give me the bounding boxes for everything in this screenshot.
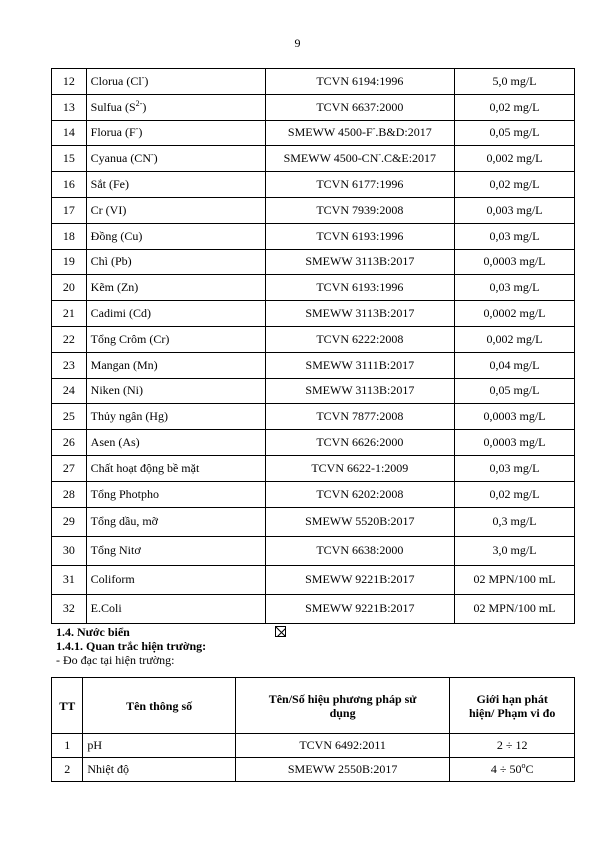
table-row <box>52 146 575 172</box>
header-limit: Giới hạn phát hiện/ Phạm vi đo <box>450 678 575 734</box>
cell-text: SMEWW 3113B:2017 <box>305 383 415 398</box>
detection-limit: 3,0 mg/L <box>454 536 574 565</box>
table-row <box>52 455 575 481</box>
parameter-name <box>86 301 265 327</box>
seawater-field-table <box>51 677 575 782</box>
row-number: 1 <box>52 734 83 758</box>
method-code: SMEWW 2550B:2017 <box>235 758 450 782</box>
cell-text: TCVN 6638:2000 <box>316 543 404 558</box>
row-number: 24 <box>52 378 87 404</box>
parameter-name <box>86 352 265 378</box>
parameter-name <box>86 326 265 352</box>
parameter-name <box>86 94 265 120</box>
table-row <box>52 352 575 378</box>
row-number: 30 <box>52 536 87 565</box>
parameter-name <box>86 275 265 301</box>
detection-limit: 0,002 mg/L <box>454 326 574 352</box>
cell-text: TCVN 6194:1996 <box>316 73 404 88</box>
superscript: - <box>135 124 139 134</box>
parameter-name <box>86 378 265 404</box>
parameter-name <box>86 249 265 275</box>
cell-text: SMEWW 9221B:2017 <box>305 572 415 587</box>
cell-text: ) <box>142 99 147 114</box>
row-number: 16 <box>52 172 87 198</box>
method-code <box>265 197 454 223</box>
table-row <box>52 734 575 758</box>
cell-text: ) <box>153 151 158 166</box>
detection-limit: 02 MPN/100 mL <box>454 565 574 594</box>
cell-text: Cyanua (CN <box>90 151 151 166</box>
cell-text: SMEWW 9221B:2017 <box>305 601 415 616</box>
cell-text: 4 ÷ 50 <box>490 762 522 776</box>
row-number: 17 <box>52 197 87 223</box>
row-number: 12 <box>52 69 87 95</box>
cell-text: Cr (VI) <box>90 202 127 217</box>
detection-limit: 0,003 mg/L <box>454 197 574 223</box>
parameter-name <box>86 565 265 594</box>
table-row <box>52 172 575 198</box>
parameter-name <box>86 594 265 623</box>
cell-text: E.Coli <box>90 601 122 616</box>
method-code <box>265 275 454 301</box>
superscript: - <box>141 72 145 82</box>
row-number: 13 <box>52 94 87 120</box>
superscript: - <box>378 150 382 160</box>
table-row <box>52 536 575 565</box>
cell-text: TCVN 6222:2008 <box>316 331 404 346</box>
method-code <box>265 172 454 198</box>
method-code <box>265 481 454 507</box>
method-code <box>265 404 454 430</box>
parameter-name <box>86 120 265 146</box>
detection-limit: 0,0002 mg/L <box>454 301 574 327</box>
row-number: 27 <box>52 455 87 481</box>
cell-text: TCVN 6622-1:2009 <box>311 460 409 475</box>
cell-text: Đồng (Cu) <box>90 228 143 243</box>
table-row <box>52 481 575 507</box>
table-row <box>52 120 575 146</box>
table-row <box>52 69 575 95</box>
method-code <box>265 69 454 95</box>
measurement-range <box>450 734 575 758</box>
table-row <box>52 758 575 782</box>
detection-limit: 0,05 mg/L <box>454 378 574 404</box>
table-row <box>52 404 575 430</box>
method-code <box>265 594 454 623</box>
detection-limit: 0,03 mg/L <box>454 455 574 481</box>
cell-text: Niken (Ni) <box>90 383 143 398</box>
table-row <box>52 94 575 120</box>
cell-text: Coliform <box>90 572 135 587</box>
parameter-name <box>86 536 265 565</box>
method-code <box>265 536 454 565</box>
detection-limit: 0,0003 mg/L <box>454 404 574 430</box>
cell-text: Mangan (Mn) <box>90 357 158 372</box>
superscript: o <box>521 761 526 770</box>
cell-text: Florua (F <box>90 125 136 140</box>
row-number: 15 <box>52 146 87 172</box>
cell-text: .B&D:2017 <box>375 125 432 140</box>
parameter-name: Nhiệt độ <box>83 758 235 782</box>
cell-text: Tổng Photpho <box>90 486 159 501</box>
cell-text: TCVN 7939:2008 <box>316 202 404 217</box>
method-code <box>265 565 454 594</box>
table-row <box>52 430 575 456</box>
table-row <box>52 378 575 404</box>
parameter-name <box>86 481 265 507</box>
parameter-name <box>86 455 265 481</box>
method-code <box>265 223 454 249</box>
method-code <box>265 146 454 172</box>
method-code: TCVN 6492:2011 <box>235 734 450 758</box>
parameter-name <box>86 404 265 430</box>
method-code <box>265 326 454 352</box>
parameter-name <box>86 69 265 95</box>
parameter-name <box>86 507 265 536</box>
row-number: 2 <box>52 758 83 782</box>
row-number: 29 <box>52 507 87 536</box>
detection-limit: 0,05 mg/L <box>454 120 574 146</box>
detection-limit: 0,02 mg/L <box>454 172 574 198</box>
method-code <box>265 507 454 536</box>
detection-limit: 0,3 mg/L <box>454 507 574 536</box>
parameter-name <box>86 430 265 456</box>
row-number: 28 <box>52 481 87 507</box>
section-note: - Đo đạc tại hiện trường: <box>56 653 175 667</box>
page-number: 9 <box>294 36 301 50</box>
row-number: 19 <box>52 249 87 275</box>
cell-text: TCVN 6177:1996 <box>316 177 404 192</box>
detection-limit: 5,0 mg/L <box>454 69 574 95</box>
superscript: - <box>372 124 376 134</box>
cell-text: Chì (Pb) <box>90 254 132 269</box>
cell-text: SMEWW 5520B:2017 <box>305 514 415 529</box>
cell-text: ) <box>138 125 143 140</box>
row-number: 32 <box>52 594 87 623</box>
cell-text: TCVN 7877:2008 <box>316 409 404 424</box>
method-code <box>265 94 454 120</box>
row-number: 23 <box>52 352 87 378</box>
cell-text: Sắt (Fe) <box>90 177 129 192</box>
row-number: 18 <box>52 223 87 249</box>
cell-text: Tổng Nitơ <box>90 543 141 558</box>
row-number: 21 <box>52 301 87 327</box>
cell-text: Cadimi (Cd) <box>90 306 151 321</box>
row-number: 26 <box>52 430 87 456</box>
table-row <box>52 507 575 536</box>
detection-limit: 0,03 mg/L <box>454 223 574 249</box>
method-code <box>265 430 454 456</box>
method-code <box>265 455 454 481</box>
method-code <box>265 120 454 146</box>
checked-checkbox-icon[interactable] <box>275 626 286 637</box>
cell-text: SMEWW 3113B:2017 <box>305 254 415 269</box>
cell-text: Asen (As) <box>90 435 140 450</box>
detection-limit: 0,02 mg/L <box>454 94 574 120</box>
table-row <box>52 301 575 327</box>
measurement-range <box>450 758 575 782</box>
header-parameter-name: Tên thông số <box>83 678 235 734</box>
table-row <box>52 249 575 275</box>
cell-text: Thủy ngân (Hg) <box>90 409 168 424</box>
table-row <box>52 326 575 352</box>
cell-text: TCVN 6202:2008 <box>316 486 404 501</box>
cell-text: Sulfua (S <box>90 99 136 114</box>
row-number: 20 <box>52 275 87 301</box>
cell-text: TCVN 6626:2000 <box>316 435 404 450</box>
table-header-row <box>52 678 575 734</box>
cell-text: TCVN 6637:2000 <box>316 99 404 114</box>
cell-text: 2 ÷ 12 <box>496 738 528 752</box>
method-code <box>265 301 454 327</box>
detection-limit: 0,03 mg/L <box>454 275 574 301</box>
parameter-name: pH <box>83 734 235 758</box>
detection-limit: 0,02 mg/L <box>454 481 574 507</box>
cell-text: TCVN 6193:1996 <box>316 228 404 243</box>
row-number: 22 <box>52 326 87 352</box>
cell-text: TCVN 6193:1996 <box>316 280 404 295</box>
cell-text: ) <box>144 73 149 88</box>
row-number: 14 <box>52 120 87 146</box>
parameter-name <box>86 223 265 249</box>
superscript: 2- <box>135 98 143 108</box>
row-number: 25 <box>52 404 87 430</box>
detection-limit: 0,0003 mg/L <box>454 249 574 275</box>
section-subheading: 1.4.1. Quan trắc hiện trường: <box>56 639 207 653</box>
cell-text: Tổng dầu, mỡ <box>90 514 158 529</box>
section-heading: 1.4. Nước biển <box>56 625 130 639</box>
table-row <box>52 197 575 223</box>
method-code <box>265 378 454 404</box>
table-row <box>52 594 575 623</box>
cell-text: .C&E:2017 <box>381 151 437 166</box>
detection-limit: 0,04 mg/L <box>454 352 574 378</box>
detection-limit: 0,002 mg/L <box>454 146 574 172</box>
row-number: 31 <box>52 565 87 594</box>
detection-limit: 0,0003 mg/L <box>454 430 574 456</box>
cell-text: Clorua (Cl <box>90 73 142 88</box>
table-row <box>52 275 575 301</box>
parameters-table-continued <box>51 68 575 624</box>
header-tt: TT <box>52 678 83 734</box>
superscript: - <box>150 150 154 160</box>
table-row <box>52 223 575 249</box>
method-code <box>265 352 454 378</box>
table-row <box>52 565 575 594</box>
detection-limit: 02 MPN/100 mL <box>454 594 574 623</box>
parameter-name <box>86 172 265 198</box>
cell-text: Kẽm (Zn) <box>90 280 139 295</box>
cell-text: SMEWW 3113B:2017 <box>305 306 415 321</box>
cell-text: Chất hoạt động bề mặt <box>90 460 200 475</box>
cell-text: SMEWW 4500-F <box>287 125 373 140</box>
method-code <box>265 249 454 275</box>
cell-text: Tổng Crôm (Cr) <box>90 331 170 346</box>
parameter-name <box>86 197 265 223</box>
parameter-name <box>86 146 265 172</box>
cell-text: SMEWW 4500-CN <box>283 151 379 166</box>
cell-text: SMEWW 3111B:2017 <box>305 357 415 372</box>
header-method: Tên/Số hiệu phương pháp sử dụng <box>235 678 450 734</box>
cell-text: C <box>525 762 534 776</box>
